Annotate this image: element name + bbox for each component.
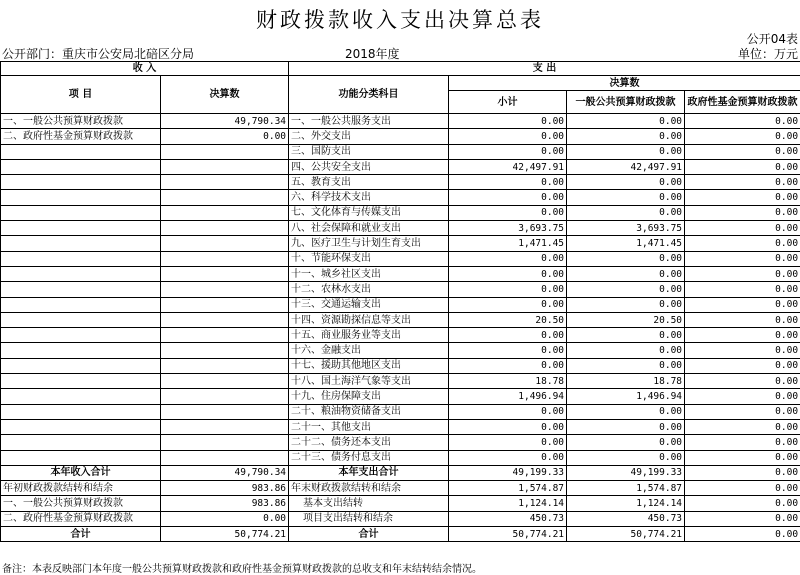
expense-general-value: 0.00 bbox=[567, 435, 685, 450]
grand-total-fund: 0.00 bbox=[685, 527, 800, 542]
expense-item-label: 一、一般公共服务支出 bbox=[289, 114, 449, 129]
expense-item-label: 二十二、债务还本支出 bbox=[289, 435, 449, 450]
table-row bbox=[1, 114, 800, 129]
expense-subtotal-value: 0.00 bbox=[449, 282, 567, 297]
empty-cell bbox=[1, 389, 161, 404]
expense-subtotal-value: 0.00 bbox=[449, 144, 567, 159]
expense-subtotal-value: 1,496.94 bbox=[449, 389, 567, 404]
expense-general-value: 0.00 bbox=[567, 282, 685, 297]
table-row bbox=[1, 374, 800, 389]
expense-subtotal-value: 20.50 bbox=[449, 312, 567, 327]
expense-general-value: 0.00 bbox=[567, 144, 685, 159]
ending-fund: 0.00 bbox=[685, 481, 800, 496]
table-row bbox=[1, 266, 800, 281]
ending-fund: 0.00 bbox=[685, 511, 800, 526]
beginning-label: 一、一般公共预算财政拨款 bbox=[1, 496, 161, 511]
empty-cell bbox=[1, 343, 161, 358]
table-row bbox=[1, 389, 800, 404]
empty-cell bbox=[1, 251, 161, 266]
ending-general: 1,124.14 bbox=[567, 496, 685, 511]
ending-total: 450.73 bbox=[449, 511, 567, 526]
expense-fund-value: 0.00 bbox=[685, 435, 800, 450]
expense-general-value: 1,496.94 bbox=[567, 389, 685, 404]
table-row bbox=[1, 236, 800, 251]
beginning-label: 年初财政拨款结转和结余 bbox=[1, 481, 161, 496]
table-row bbox=[1, 343, 800, 358]
expense-fund-value: 0.00 bbox=[685, 144, 800, 159]
income-item-value: 49,790.34 bbox=[161, 114, 289, 129]
empty-cell bbox=[1, 404, 161, 419]
empty-cell bbox=[161, 221, 289, 236]
footnote: 备注：本表反映部门本年度一般公共预算财政拨款和政府性基金预算财政拨款的总收支和年末结转结余情况。 bbox=[2, 564, 482, 575]
table-row bbox=[1, 419, 800, 434]
empty-cell bbox=[161, 389, 289, 404]
empty-cell bbox=[161, 343, 289, 358]
expense-subtotal-value: 0.00 bbox=[449, 114, 567, 129]
expense-item-label: 二十一、其他支出 bbox=[289, 419, 449, 434]
expense-subtotal-value: 0.00 bbox=[449, 129, 567, 144]
ending-total: 1,124.14 bbox=[449, 496, 567, 511]
func-header: 功能分类科目 bbox=[289, 76, 449, 114]
table-code: 公开04表 bbox=[746, 32, 798, 46]
empty-cell bbox=[1, 450, 161, 465]
expense-fund-value: 0.00 bbox=[685, 328, 800, 343]
expense-subtotal-value: 42,497.91 bbox=[449, 159, 567, 174]
empty-cell bbox=[1, 190, 161, 205]
empty-cell bbox=[161, 236, 289, 251]
grand-total-label-right: 合计 bbox=[289, 527, 449, 542]
budget-header: 决算数 bbox=[449, 76, 800, 91]
expense-fund-value: 0.00 bbox=[685, 190, 800, 205]
empty-cell bbox=[1, 266, 161, 281]
expense-item-label: 九、医疗卫生与计划生育支出 bbox=[289, 236, 449, 251]
carryover-row bbox=[1, 496, 800, 511]
expense-fund-value: 0.00 bbox=[685, 404, 800, 419]
empty-cell bbox=[1, 282, 161, 297]
income-total-value: 49,790.34 bbox=[161, 465, 289, 480]
expense-subtotal-value: 1,471.45 bbox=[449, 236, 567, 251]
ending-label: 项目支出结转和结余 bbox=[289, 511, 449, 526]
income-item-label: 一、一般公共预算财政拨款 bbox=[1, 114, 161, 129]
expense-item-label: 七、文化体育与传媒支出 bbox=[289, 205, 449, 220]
empty-cell bbox=[161, 358, 289, 373]
table-row bbox=[1, 435, 800, 450]
empty-cell bbox=[161, 435, 289, 450]
expense-item-label: 二十、粮油物资储备支出 bbox=[289, 404, 449, 419]
expense-general-value: 0.00 bbox=[567, 358, 685, 373]
expense-general-value: 0.00 bbox=[567, 343, 685, 358]
unit-label: 单位：万元 bbox=[737, 47, 798, 61]
grand-total-total: 50,774.21 bbox=[449, 527, 567, 542]
empty-cell bbox=[1, 297, 161, 312]
expense-subtotal-value: 0.00 bbox=[449, 251, 567, 266]
expense-subtotal-value: 0.00 bbox=[449, 343, 567, 358]
department-label: 公开部门：重庆市公安局北碚区分局 bbox=[2, 47, 195, 61]
empty-cell bbox=[161, 205, 289, 220]
empty-cell bbox=[161, 282, 289, 297]
table-row bbox=[1, 221, 800, 236]
grand-total-value: 50,774.21 bbox=[161, 527, 289, 542]
empty-cell bbox=[161, 404, 289, 419]
expense-item-label: 六、科学技术支出 bbox=[289, 190, 449, 205]
empty-cell bbox=[161, 190, 289, 205]
expense-fund-value: 0.00 bbox=[685, 266, 800, 281]
empty-cell bbox=[161, 419, 289, 434]
ending-label: 基本支出结转 bbox=[289, 496, 449, 511]
expense-header: 支 出 bbox=[289, 62, 800, 76]
expense-general-value: 0.00 bbox=[567, 129, 685, 144]
empty-cell bbox=[1, 419, 161, 434]
expense-fund-value: 0.00 bbox=[685, 129, 800, 144]
expense-subtotal-value: 0.00 bbox=[449, 404, 567, 419]
expense-general-value: 0.00 bbox=[567, 114, 685, 129]
expense-item-label: 二、外交支出 bbox=[289, 129, 449, 144]
table-row bbox=[1, 282, 800, 297]
expense-subtotal-value: 18.78 bbox=[449, 374, 567, 389]
expense-item-label: 四、公共安全支出 bbox=[289, 159, 449, 174]
expense-total-general: 49,199.33 bbox=[567, 465, 685, 480]
beginning-value: 0.00 bbox=[161, 511, 289, 526]
beginning-value: 983.86 bbox=[161, 496, 289, 511]
table-row bbox=[1, 251, 800, 266]
expense-fund-value: 0.00 bbox=[685, 312, 800, 327]
table-row bbox=[1, 358, 800, 373]
expense-item-label: 十三、交通运输支出 bbox=[289, 297, 449, 312]
expense-subtotal-value: 0.00 bbox=[449, 450, 567, 465]
expense-subtotal-value: 0.00 bbox=[449, 190, 567, 205]
expense-fund-value: 0.00 bbox=[685, 221, 800, 236]
ending-general: 450.73 bbox=[567, 511, 685, 526]
income-item-label: 二、政府性基金预算财政拨款 bbox=[1, 129, 161, 144]
ending-label: 年末财政拨款结转和结余 bbox=[289, 481, 449, 496]
empty-cell bbox=[161, 328, 289, 343]
empty-cell bbox=[161, 251, 289, 266]
report-title: 财政拨款收入支出决算总表 bbox=[256, 8, 544, 32]
expense-item-label: 十五、商业服务业等支出 bbox=[289, 328, 449, 343]
amount-header: 决算数 bbox=[161, 76, 289, 114]
expense-fund-value: 0.00 bbox=[685, 297, 800, 312]
table-row bbox=[1, 159, 800, 174]
gov-fund-header: 政府性基金预算财政拨款 bbox=[685, 91, 800, 114]
table-row bbox=[1, 175, 800, 190]
empty-cell bbox=[1, 435, 161, 450]
income-item-value: 0.00 bbox=[161, 129, 289, 144]
expense-fund-value: 0.00 bbox=[685, 282, 800, 297]
table-row bbox=[1, 205, 800, 220]
expense-fund-value: 0.00 bbox=[685, 374, 800, 389]
expense-total-value: 49,199.33 bbox=[449, 465, 567, 480]
expense-fund-value: 0.00 bbox=[685, 236, 800, 251]
expense-general-value: 0.00 bbox=[567, 175, 685, 190]
beginning-label: 二、政府性基金预算财政拨款 bbox=[1, 511, 161, 526]
total-row bbox=[1, 465, 800, 480]
expense-item-label: 十、节能环保支出 bbox=[289, 251, 449, 266]
expense-general-value: 0.00 bbox=[567, 190, 685, 205]
table-row bbox=[1, 328, 800, 343]
income-header: 收 入 bbox=[1, 62, 289, 76]
empty-cell bbox=[161, 312, 289, 327]
expense-item-label: 八、社会保障和就业支出 bbox=[289, 221, 449, 236]
expense-subtotal-value: 0.00 bbox=[449, 205, 567, 220]
ending-general: 1,574.87 bbox=[567, 481, 685, 496]
expense-fund-value: 0.00 bbox=[685, 450, 800, 465]
expense-item-label: 十九、住房保障支出 bbox=[289, 389, 449, 404]
expense-general-value: 3,693.75 bbox=[567, 221, 685, 236]
year-label: 2018年度 bbox=[345, 47, 400, 61]
empty-cell bbox=[1, 328, 161, 343]
expense-general-value: 0.00 bbox=[567, 404, 685, 419]
empty-cell bbox=[161, 297, 289, 312]
expense-subtotal-value: 0.00 bbox=[449, 419, 567, 434]
empty-cell bbox=[161, 159, 289, 174]
expense-general-value: 20.50 bbox=[567, 312, 685, 327]
expense-subtotal-value: 3,693.75 bbox=[449, 221, 567, 236]
empty-cell bbox=[1, 312, 161, 327]
empty-cell bbox=[161, 266, 289, 281]
expense-fund-value: 0.00 bbox=[685, 251, 800, 266]
empty-cell bbox=[1, 221, 161, 236]
expense-fund-value: 0.00 bbox=[685, 343, 800, 358]
expense-fund-value: 0.00 bbox=[685, 114, 800, 129]
expense-fund-value: 0.00 bbox=[685, 159, 800, 174]
empty-cell bbox=[161, 175, 289, 190]
expense-general-value: 42,497.91 bbox=[567, 159, 685, 174]
empty-cell bbox=[161, 450, 289, 465]
empty-cell bbox=[1, 358, 161, 373]
income-total-label: 本年收入合计 bbox=[1, 465, 161, 480]
expense-fund-value: 0.00 bbox=[685, 389, 800, 404]
expense-subtotal-value: 0.00 bbox=[449, 328, 567, 343]
expense-general-value: 0.00 bbox=[567, 251, 685, 266]
expense-item-label: 十一、城乡社区支出 bbox=[289, 266, 449, 281]
carryover-row bbox=[1, 511, 800, 526]
subtotal-header: 小计 bbox=[449, 91, 567, 114]
expense-subtotal-value: 0.00 bbox=[449, 358, 567, 373]
expense-fund-value: 0.00 bbox=[685, 419, 800, 434]
expense-general-value: 1,471.45 bbox=[567, 236, 685, 251]
ending-total: 1,574.87 bbox=[449, 481, 567, 496]
expense-subtotal-value: 0.00 bbox=[449, 175, 567, 190]
expense-general-value: 0.00 bbox=[567, 450, 685, 465]
table-row bbox=[1, 129, 800, 144]
expense-total-fund: 0.00 bbox=[685, 465, 800, 480]
expense-item-label: 三、国防支出 bbox=[289, 144, 449, 159]
expense-fund-value: 0.00 bbox=[685, 175, 800, 190]
expense-item-label: 十二、农林水支出 bbox=[289, 282, 449, 297]
grand-total-general: 50,774.21 bbox=[567, 527, 685, 542]
empty-cell bbox=[161, 144, 289, 159]
expense-general-value: 0.00 bbox=[567, 205, 685, 220]
empty-cell bbox=[161, 374, 289, 389]
carryover-row bbox=[1, 481, 800, 496]
table-row bbox=[1, 297, 800, 312]
expense-item-label: 十四、资源勘探信息等支出 bbox=[289, 312, 449, 327]
empty-cell bbox=[1, 159, 161, 174]
expense-general-value: 0.00 bbox=[567, 328, 685, 343]
general-header: 一般公共预算财政拨款 bbox=[567, 91, 685, 114]
item-header: 项 目 bbox=[1, 76, 161, 114]
expense-item-label: 十八、国土海洋气象等支出 bbox=[289, 374, 449, 389]
expense-item-label: 二十三、债务付息支出 bbox=[289, 450, 449, 465]
expense-subtotal-value: 0.00 bbox=[449, 266, 567, 281]
table-row bbox=[1, 404, 800, 419]
table-row bbox=[1, 144, 800, 159]
empty-cell bbox=[1, 374, 161, 389]
expense-general-value: 0.00 bbox=[567, 297, 685, 312]
expense-item-label: 五、教育支出 bbox=[289, 175, 449, 190]
expense-general-value: 0.00 bbox=[567, 419, 685, 434]
grand-total-row bbox=[1, 527, 800, 542]
empty-cell bbox=[1, 205, 161, 220]
expense-item-label: 十七、援助其他地区支出 bbox=[289, 358, 449, 373]
beginning-value: 983.86 bbox=[161, 481, 289, 496]
budget-table bbox=[0, 61, 800, 542]
empty-cell bbox=[1, 175, 161, 190]
expense-fund-value: 0.00 bbox=[685, 358, 800, 373]
table-row bbox=[1, 450, 800, 465]
expense-total-label: 本年支出合计 bbox=[289, 465, 449, 480]
grand-total-label-left: 合计 bbox=[1, 527, 161, 542]
table-row bbox=[1, 312, 800, 327]
expense-subtotal-value: 0.00 bbox=[449, 435, 567, 450]
empty-cell bbox=[1, 236, 161, 251]
table-row bbox=[1, 190, 800, 205]
empty-cell bbox=[1, 144, 161, 159]
expense-fund-value: 0.00 bbox=[685, 205, 800, 220]
expense-general-value: 0.00 bbox=[567, 266, 685, 281]
expense-subtotal-value: 0.00 bbox=[449, 297, 567, 312]
ending-fund: 0.00 bbox=[685, 496, 800, 511]
expense-item-label: 十六、金融支出 bbox=[289, 343, 449, 358]
expense-general-value: 18.78 bbox=[567, 374, 685, 389]
